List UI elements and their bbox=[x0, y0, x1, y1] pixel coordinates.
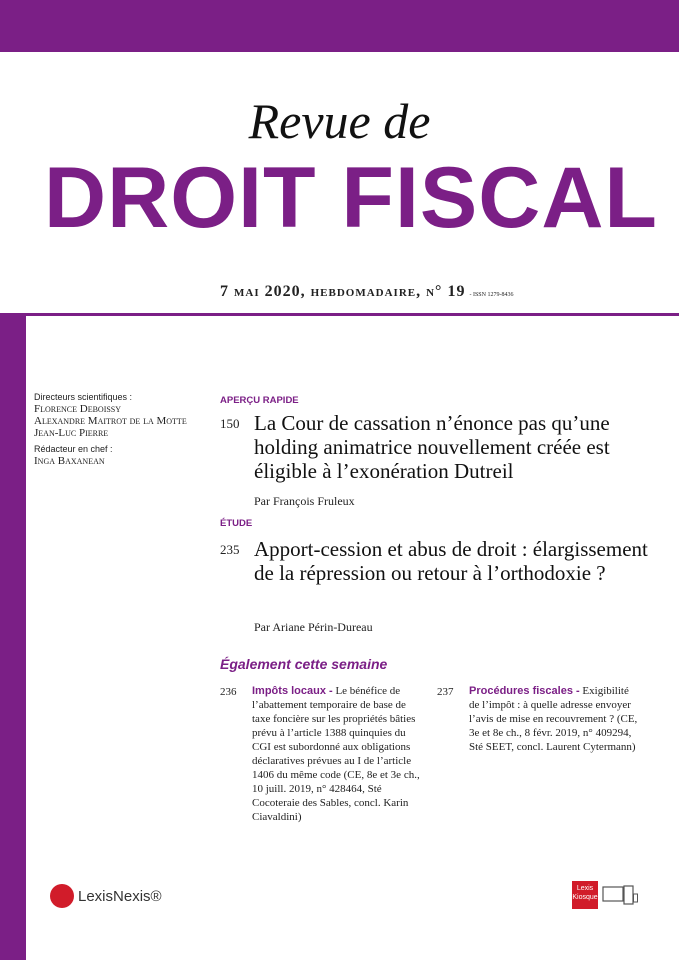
article-title[interactable]: La Cour de cassation n’énonce pas qu’une holding animatrice nouvellement créée est éligible à l’exonération Dutreil bbox=[254, 411, 610, 483]
title-line2: DROIT FISCAL bbox=[44, 150, 658, 246]
article-number: 150 bbox=[220, 416, 240, 431]
publisher-logo bbox=[50, 884, 162, 908]
director: Florence Deboissy bbox=[34, 403, 122, 415]
article-title[interactable]: Apport-cession et abus de droit : élargissement de la répression ou retour à l’orthodoxie ? bbox=[254, 537, 648, 585]
divider bbox=[0, 313, 679, 316]
kiosque-badge: Lexis Kiosque bbox=[572, 881, 598, 909]
chief: Inga Baxanean bbox=[34, 455, 105, 467]
article-number: 235 bbox=[220, 542, 240, 557]
title-line1: Revue de bbox=[248, 93, 431, 149]
also-item[interactable] bbox=[252, 684, 422, 824]
article-author: Par François Fruleux bbox=[254, 494, 355, 508]
publisher-name: LexisNexis® bbox=[78, 887, 162, 905]
issue-line bbox=[220, 283, 513, 301]
also-item[interactable] bbox=[469, 684, 641, 754]
director: Alexandre Maitrot de la Motte bbox=[34, 415, 187, 427]
devices-icon bbox=[602, 884, 638, 908]
item-keyword: Procédures fiscales - bbox=[469, 685, 580, 697]
issue-date: 7 mai 2020, hebdomadaire, n° 19 bbox=[220, 283, 466, 300]
item-keyword: Impôts locaux - bbox=[252, 685, 333, 697]
section-label: APERÇU RAPIDE bbox=[220, 395, 299, 406]
directors-label: Directeurs scientifiques : bbox=[34, 392, 133, 402]
item-text: Exigibilité de l’impôt : à quelle adresse envoyer l’avis de mise en recouvrement ? (CE, 3e et 8e ch., 8 févr. 2019, n° 409294, Sté SEET, concl. Laurent Cytermann) bbox=[469, 685, 638, 753]
article-author: Par Ariane Périn-Dureau bbox=[254, 620, 373, 634]
director: Jean-Luc Pierre bbox=[34, 427, 109, 439]
staff-box bbox=[34, 391, 214, 467]
item-text: Le bénéfice de l’abattement temporaire de base de taxe foncière sur les propriétés bâties prévu à l’article 1388 quinquies du CGI est subordonné aux obligations déclaratives prévues au I de l’article 1406 du même code (CE, 8e et 3e ch., 10 juill. 2019, n° 428464, Sté Cocoteraie des Sables, concl. Karin Ciavaldini) bbox=[252, 685, 420, 823]
issn: - ISSN 1279-8436 bbox=[469, 292, 514, 298]
side-banner bbox=[0, 315, 26, 960]
section-label: ÉTUDE bbox=[220, 518, 253, 529]
lexisnexis-icon bbox=[50, 884, 74, 908]
top-banner bbox=[0, 0, 679, 52]
item-number: 236 bbox=[220, 686, 237, 698]
item-number: 237 bbox=[437, 686, 454, 698]
chief-label: Rédacteur en chef : bbox=[34, 444, 113, 454]
also-heading: Également cette semaine bbox=[220, 656, 388, 672]
